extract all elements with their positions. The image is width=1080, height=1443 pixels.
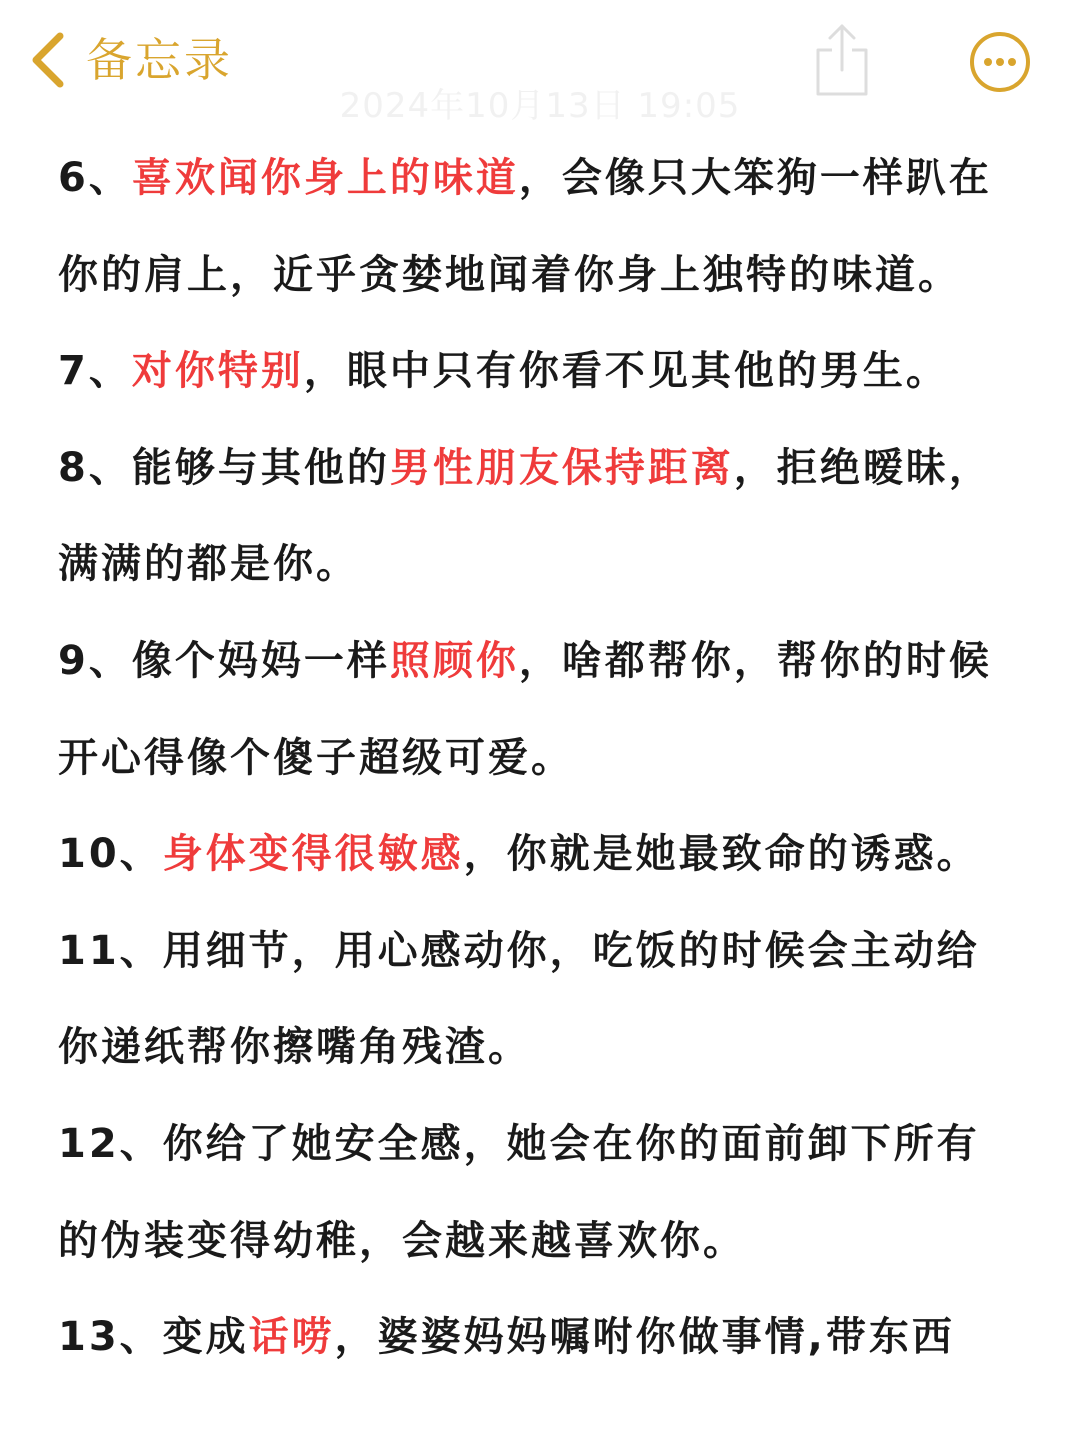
note-line [58,420,1028,517]
highlighted-text: 喜欢闻你身上的味道 [131,155,519,201]
note-text: ，你就是她最致命的诱惑。 [463,831,980,878]
note-line [58,613,1028,710]
highlighted-text: 男性朋友保持距离 [389,444,734,491]
note-line [58,806,1028,903]
note-text: 6、 [58,155,132,201]
note-text: 满满的都是你。 [58,541,359,588]
note-line [58,710,1028,807]
note-text: 13、变成 [58,1314,249,1361]
note-text: 7、 [58,348,132,395]
highlighted-text: 照顾你 [389,637,519,684]
note-text: 你递纸帮你擦嘴角残渣。 [58,1024,531,1071]
back-label: 备忘录 [86,33,233,87]
note-line [58,130,1028,227]
note-text: 开心得像个傻子超级可爱。 [58,734,574,781]
note-text: 8、能够与其他的 [58,444,390,491]
navigation-bar [0,0,1080,130]
note-text: 12、你给了她安全感，她会在你的面前卸下所有 [58,1120,980,1167]
note-text: 的伪装变得幼稚，会越来越喜欢你。 [58,1217,746,1264]
note-line [58,1193,1028,1290]
note-line [58,1289,1028,1386]
note-line [58,1096,1028,1193]
note-text: ，眼中只有你看不见其他的男生。 [303,348,949,395]
note-text: ，拒绝暧昧， [733,444,992,491]
highlighted-text: 话唠 [248,1314,335,1361]
note-text: 10、 [58,831,163,878]
note-date: 2024年10月13日 19:05 [339,86,741,126]
note-text: 9、像个妈妈一样 [58,637,390,684]
note-body[interactable] [58,130,1028,1386]
note-text: ，会像只大笨狗一样趴在 [518,155,992,201]
note-line [58,516,1028,613]
note-line [58,227,1028,324]
note-line [58,323,1028,420]
highlighted-text: 对你特别 [131,348,304,395]
note-text: ，啥都帮你，帮你的时候 [518,637,992,684]
note-text: 你的肩上，近乎贪婪地闻着你身上独特的味道。 [58,251,961,298]
highlighted-text: 身体变得很敏感 [162,831,464,878]
note-text: ，婆婆妈妈嘱咐你做事情,带东西 [334,1314,955,1361]
note-text: 11、用细节，用心感动你，吃饭的时候会主动给 [58,927,980,974]
note-line [58,903,1028,1000]
note-line [58,999,1028,1096]
